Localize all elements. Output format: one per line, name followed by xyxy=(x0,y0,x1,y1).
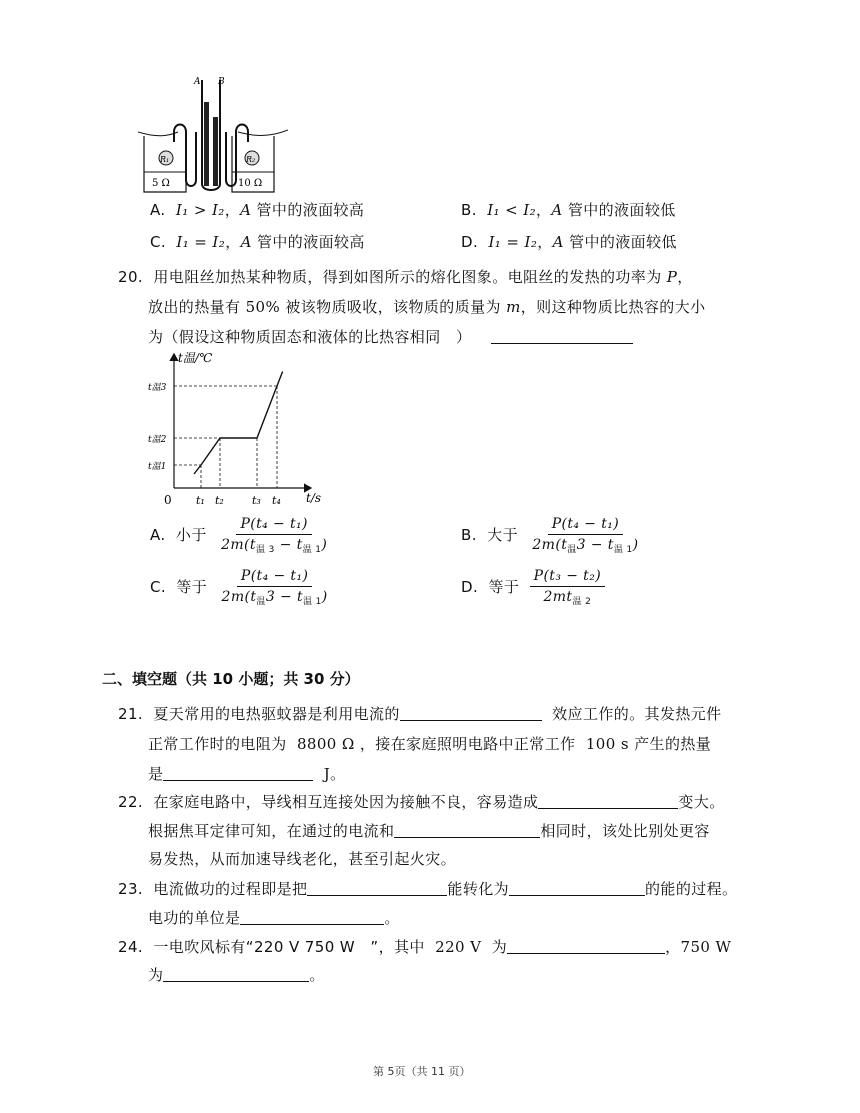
q22-text: 易发热，从而加速导线老化，甚至引起火灾。 xyxy=(148,850,457,868)
q20-option-b xyxy=(461,516,642,555)
option-word: 大于 xyxy=(487,526,519,544)
den-sub: 温 1 xyxy=(303,597,322,607)
x-tick-label: t₂ xyxy=(215,494,224,507)
q20-option-c xyxy=(150,568,332,607)
option-fraction xyxy=(530,568,605,607)
q23-text: 电流做功的过程即是把 xyxy=(153,880,308,898)
x-axis-label: t/s xyxy=(306,491,322,505)
option-tube: A xyxy=(240,233,252,251)
q21-text: 产生的热量 xyxy=(634,735,712,753)
option-text: 管中的液面较高 xyxy=(256,201,365,219)
answer-blank[interactable] xyxy=(163,967,309,982)
q20-text: ，则这种物质比热容的大小 xyxy=(520,298,706,316)
fraction-numerator: P(t₃ − t₂) xyxy=(530,568,605,587)
resistance-value: 8800 Ω xyxy=(296,735,355,753)
den-mid: 3 − t xyxy=(576,537,614,553)
den-post: ) xyxy=(632,537,639,553)
q22-text: 在家庭电路中，导线相互连接处因为接触不良，容易造成 xyxy=(153,793,539,811)
q22-text: 相同时，该处比别处更容 xyxy=(540,822,710,840)
den-sub: 温 1 xyxy=(613,545,633,555)
option-word: 等于 xyxy=(176,578,208,596)
q22-line-3 xyxy=(148,848,456,869)
option-relation: I₁ < I₂ xyxy=(487,201,536,219)
option-tube: A xyxy=(551,201,563,219)
answer-blank[interactable] xyxy=(307,881,447,896)
option-text: 管中的液面较低 xyxy=(569,233,677,251)
option-text: 管中的液面较高 xyxy=(257,233,365,251)
q20-option-a xyxy=(150,516,331,555)
option-letter: D. xyxy=(461,578,479,596)
melting-graph xyxy=(146,348,326,518)
q21-text: 夏天常用的电热驱蚊器是利用电流的 xyxy=(153,705,400,723)
x-tick-label: t₁ xyxy=(196,494,205,507)
option-fraction xyxy=(528,516,642,555)
q19-option-c: C. I₁ = I₂，A 管中的液面较高 xyxy=(150,233,365,251)
q23-text: 的能的过程。 xyxy=(645,880,738,898)
den-mid: 3 − t xyxy=(265,589,303,605)
q21-line-3 xyxy=(148,763,346,784)
option-letter: D. xyxy=(461,233,479,251)
option-word: 等于 xyxy=(488,578,520,596)
q20-text: 被该物质吸收，该物质的质量为 xyxy=(285,298,501,316)
x-tick-label: t₃ xyxy=(252,494,261,507)
q23-text: 电功的单位是 xyxy=(148,909,241,927)
den-sub: 温 xyxy=(256,597,266,607)
q24-text: 。 xyxy=(309,966,325,984)
q23-line-2 xyxy=(148,907,400,928)
q22-line-1 xyxy=(118,791,725,812)
q24-line-1 xyxy=(118,936,731,957)
resistor-label-r1: R₁ xyxy=(160,155,170,164)
q20-option-d xyxy=(461,568,605,607)
section-heading: 二、填空题（共 10 小题；共 30 分） xyxy=(102,670,360,688)
fraction-numerator: P(t₄ − t₁) xyxy=(236,516,311,535)
y-tick-label: t温3 xyxy=(148,383,167,393)
y-tick-label: t温1 xyxy=(148,462,167,472)
question-number: 24. xyxy=(118,938,144,956)
q21-text: 是 xyxy=(148,765,164,783)
page-footer: 第 5页（共 11 页） xyxy=(373,1065,471,1078)
option-fraction xyxy=(218,568,332,607)
den-post: ) xyxy=(321,537,328,553)
y-tick-label: t温2 xyxy=(148,435,167,445)
q21-line-1 xyxy=(118,703,722,724)
resistance-value-2: 10 Ω xyxy=(238,178,263,189)
option-relation: I₁ = I₂ xyxy=(176,233,226,251)
q22-text: 变大。 xyxy=(678,793,725,811)
var-m: m xyxy=(506,298,521,316)
den-sub: 温 1 xyxy=(302,545,322,555)
q21-line-2 xyxy=(148,733,711,754)
option-relation: I₁ = I₂ xyxy=(488,233,538,251)
option-fraction xyxy=(217,516,331,555)
y-axis-label: t温/℃ xyxy=(178,351,213,365)
q24-line-2 xyxy=(148,964,325,985)
percent: 50% xyxy=(245,298,281,316)
option-word: 小于 xyxy=(175,526,207,544)
question-number: 20. xyxy=(118,268,144,286)
tube-label-b: B xyxy=(218,77,225,87)
q20-line-2 xyxy=(148,296,706,317)
option-letter: C. xyxy=(150,233,167,251)
answer-blank[interactable] xyxy=(400,706,542,721)
option-letter: C. xyxy=(150,578,167,596)
den-post: ) xyxy=(321,589,328,605)
q20-line-1: 20. 用电阻丝加热某种物质，得到如图所示的熔化图象。电阻丝的发热的功率为 P， xyxy=(118,268,693,286)
answer-blank[interactable] xyxy=(163,766,313,781)
q19-option-d: D. I₁ = I₂，A 管中的液面较低 xyxy=(461,233,677,251)
q24-text: 为 xyxy=(148,966,164,984)
fraction-numerator: P(t₄ − t₁) xyxy=(548,516,623,535)
q22-line-2 xyxy=(148,820,710,841)
x-tick-label: t₄ xyxy=(272,494,281,507)
fraction-numerator: P(t₄ − t₁) xyxy=(237,568,312,587)
option-tube: A xyxy=(552,233,564,251)
tube-label-a: A xyxy=(194,77,201,87)
answer-blank[interactable] xyxy=(538,794,678,809)
den-pre: 2m(t xyxy=(221,537,256,553)
den-pre: 2mt xyxy=(543,589,573,605)
option-letter: A. xyxy=(150,201,166,219)
q21-text: 效应工作的。其发热元件 xyxy=(552,705,722,723)
question-number: 21. xyxy=(118,705,144,723)
q21-text: ，接在家庭照明电路中正常工作 xyxy=(359,735,576,753)
option-letter: A. xyxy=(150,526,166,544)
resistor-label-r2: R₂ xyxy=(246,155,256,164)
option-relation: I₁ > I₂ xyxy=(175,201,225,219)
q21-text: 正常工作时的电阻为 xyxy=(148,735,287,753)
q24-text: 一电吹风标有“220 V 750 W ”，其中 xyxy=(153,938,425,956)
option-letter: B. xyxy=(461,201,477,219)
melting-curve xyxy=(194,371,283,474)
answer-blank[interactable] xyxy=(507,939,665,954)
q20-text: 放出的热量有 xyxy=(148,298,241,316)
option-letter: B. xyxy=(461,526,477,544)
unit: J。 xyxy=(323,765,346,783)
q20-text: 为（假设这种物质固态和液体的比热容相同 ） xyxy=(148,328,472,346)
den-mid: − t xyxy=(274,537,303,553)
den-pre: 2m(t xyxy=(532,537,568,553)
q24-text: 为 xyxy=(491,938,508,956)
den-sub: 温 3 xyxy=(255,545,275,555)
q20-text: 用电阻丝加热某种物质，得到如图所示的熔化图象。电阻丝的发热的功率为 xyxy=(153,268,662,286)
answer-blank[interactable] xyxy=(394,823,540,838)
option-tube: A xyxy=(240,201,252,219)
resistance-value-1: 5 Ω xyxy=(152,178,170,189)
time-value: 100 s xyxy=(585,735,629,753)
q19-option-b: B. I₁ < I₂，A 管中的液面较低 xyxy=(461,201,676,219)
answer-blank[interactable] xyxy=(509,881,645,896)
voltage-value: 220 V xyxy=(435,938,482,956)
den-sub: 温 xyxy=(567,545,577,555)
origin-label: 0 xyxy=(164,493,172,507)
option-text: 管中的液面较低 xyxy=(567,201,676,219)
q23-text: 能转化为 xyxy=(447,880,510,898)
q23-line-1 xyxy=(118,878,737,899)
var-p: P xyxy=(666,268,678,286)
answer-blank[interactable] xyxy=(240,910,384,925)
q24-text: ，750 W xyxy=(665,938,732,956)
q22-text: 根据焦耳定律可知，在通过的电流和 xyxy=(148,822,395,840)
den-pre: 2m(t xyxy=(221,589,257,605)
q23-text: 。 xyxy=(384,909,400,927)
question-number: 22. xyxy=(118,793,144,811)
question-number: 23. xyxy=(118,880,144,898)
answer-blank[interactable] xyxy=(491,329,633,344)
q19-option-a: A. I₁ > I₂，A 管中的液面较高 xyxy=(150,201,365,219)
q19-apparatus-figure xyxy=(138,72,288,196)
den-sub: 温 2 xyxy=(572,597,592,607)
q20-line-3 xyxy=(148,326,633,347)
